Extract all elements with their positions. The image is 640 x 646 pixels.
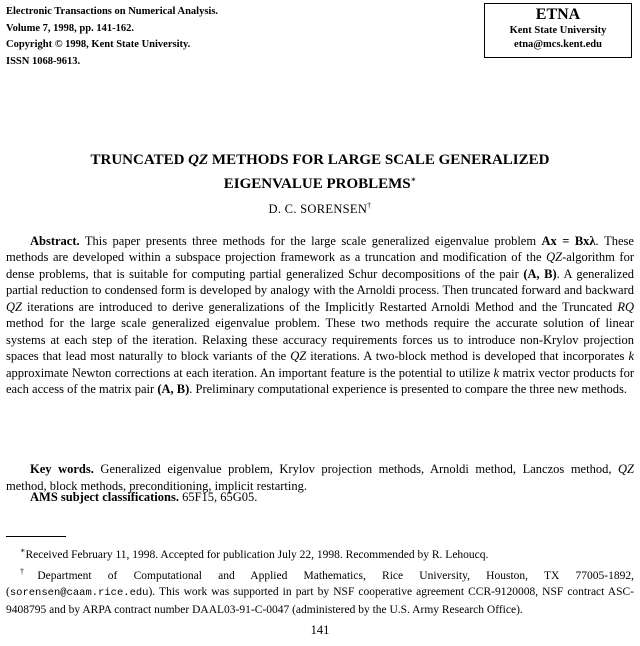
ams-codes: 65F15, 65G05.: [178, 490, 258, 504]
footnote-affiliation: [6, 564, 634, 619]
abstract-text: iterations are introduced to derive generalizations of the Implicitly Restarted Arnoldi Method and the Truncated: [21, 299, 618, 314]
ams-label: AMS subject classifications.: [30, 490, 179, 504]
keywords-qz: QZ: [618, 462, 634, 476]
footnote-text: Received February 11, 1998. Accepted for publication July 22, 1998. Recommended by R. Lehoucq.: [25, 548, 489, 561]
abstract-text: . These methods are developed within a subspace projection framework as a truncation and modification of the: [6, 234, 634, 265]
author-email-link[interactable]: sorensen@caam.rice.edu: [9, 587, 149, 600]
keywords-text: Generalized eigenvalue problem, Krylov projection methods, Arnoldi method, Lanczos method,: [93, 462, 619, 476]
journal-header: [6, 4, 218, 70]
journal-volume: Volume 7, 1998, pp. 141-162.: [6, 22, 134, 34]
author: [0, 201, 640, 217]
page-number: 141: [310, 623, 330, 637]
abstract: [6, 233, 634, 398]
abstract-text: . Preliminary computational experience is presented to compare the three new methods.: [189, 382, 627, 397]
etna-university: Kent State University: [509, 25, 607, 36]
title-line2: EIGENVALUE PROBLEMS: [223, 176, 411, 192]
abstract-qz: QZ: [6, 299, 22, 314]
title-qz: QZ: [188, 152, 209, 168]
etna-acronym: ETNA: [535, 6, 581, 23]
abstract-rq: RQ: [617, 299, 634, 314]
etna-email: etna@mcs.kent.edu: [514, 39, 602, 50]
abstract-text: approximate Newton corrections at each iteration. An important feature is the potential to utilize: [6, 365, 494, 380]
equation-ax-bx: Ax = Bxλ: [541, 234, 596, 248]
footnote-text: Department of Computational and Applied Mathematics, Rice University, Houston, TX 77005-1892, (: [6, 569, 635, 599]
abstract-text: matrix vector products for each access of the matrix pair: [6, 365, 635, 397]
footnote-text: ). This work was supported in part by NSF cooperative agreement CCR-9120008, NSF contract ASC-9408795 and by ARPA contract number DAAL03-91-C-0047 (administered by the U.S. Army Research Office).: [6, 586, 634, 617]
abstract-label: Abstract.: [30, 234, 80, 248]
keywords-text-2: method, block methods, preconditioning, implicit restarting.: [6, 478, 307, 493]
journal-copyright: Copyright © 1998, Kent State University.: [6, 39, 191, 50]
etna-box: [484, 3, 632, 58]
abstract-text: method for the large scale generalized eigenvalue problem. These two methods require the accurate solution of linear systems at each step of the iteration. Relaxing these accuracy requirements forces us to introduce non-Krylov projection spaces that lead most naturally to block variants of the: [6, 316, 634, 364]
footnote-mark: ∗: [20, 546, 26, 555]
abstract-text: iterations. A two-block method is developed that incorporates: [306, 349, 629, 364]
journal-name: Electronic Transactions on Numerical Analysis.: [6, 6, 219, 17]
variable-k: k: [493, 365, 500, 380]
abstract-qz: QZ: [546, 250, 563, 265]
abstract-text: . A generalized partial reduction to condensed form is developed by analogy with the Arnoldi process. Then truncated forward and backward: [6, 266, 634, 298]
ams-classification: [6, 490, 634, 505]
footnote-received: [6, 543, 634, 564]
author-name: D. C. SORENSEN: [268, 202, 368, 217]
variable-k: k: [628, 349, 635, 364]
footnotes: [6, 543, 634, 619]
abstract-text: This paper presents three methods for the large scale generalized eigenvalue problem: [79, 234, 542, 248]
title-text-2: METHODS FOR LARGE SCALE GENERALIZED: [208, 152, 550, 168]
title-footnote-mark: ∗: [410, 175, 417, 184]
paper-title: [0, 151, 640, 194]
footnote-mark: †: [20, 566, 38, 576]
abstract-qz: QZ: [290, 349, 307, 364]
matrix-pair: (A, B): [523, 266, 557, 281]
author-footnote-mark: †: [367, 201, 372, 210]
title-text: TRUNCATED: [90, 152, 189, 168]
footnote-rule: [6, 536, 66, 537]
keywords-label: Key words.: [30, 462, 94, 476]
journal-issn: ISSN 1068-9613.: [6, 55, 81, 67]
matrix-pair: (A, B): [157, 382, 190, 397]
abstract-text: -algorithm for dense problems, that is suitable for computing partial generalized Schur decompositions of the pair: [6, 250, 635, 281]
